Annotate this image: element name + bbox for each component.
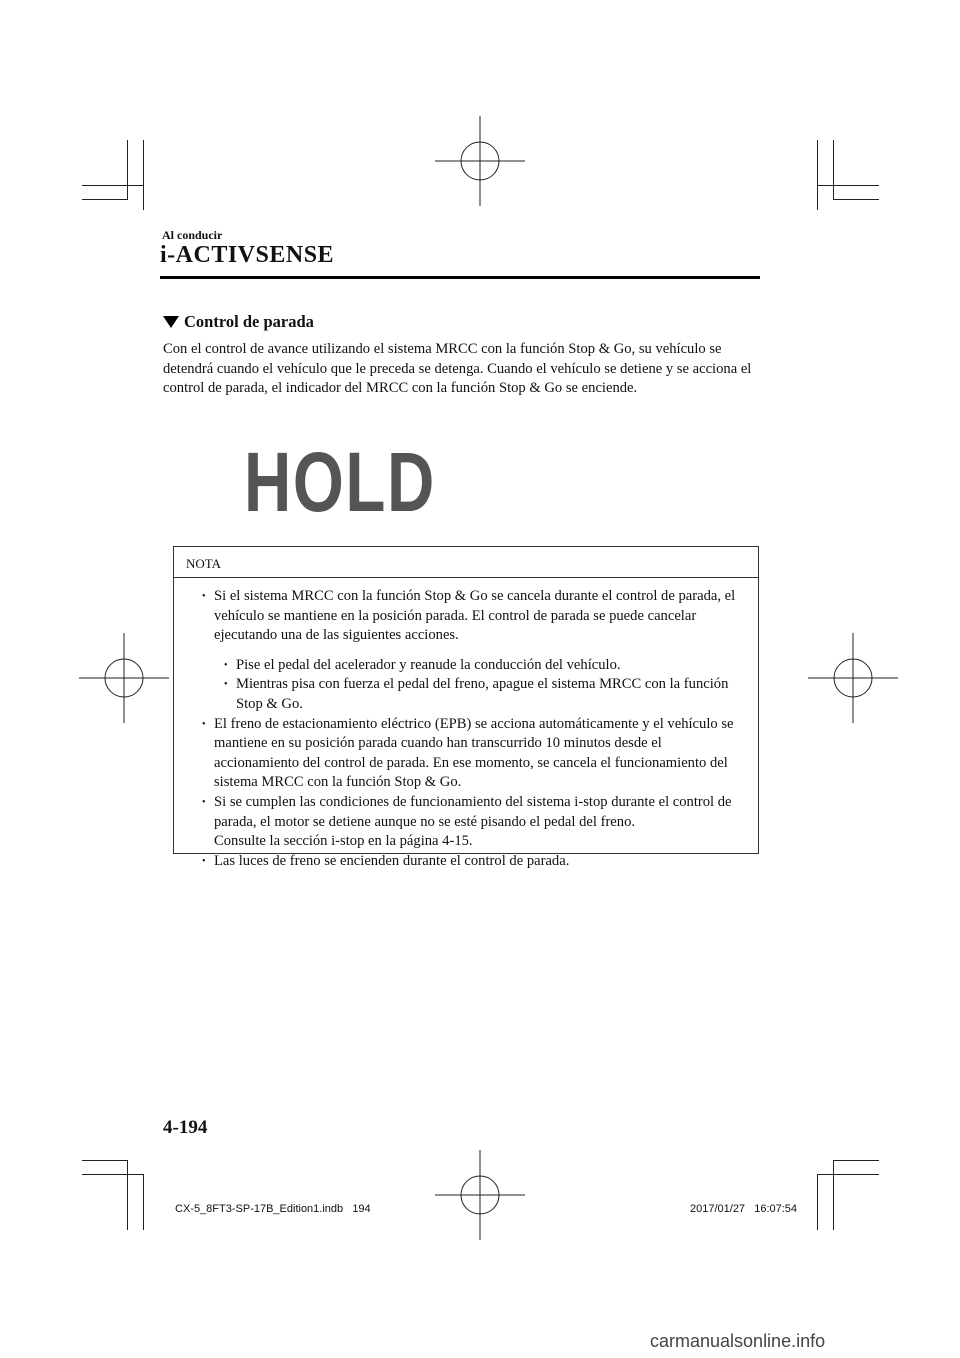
chapter-title: i-ACTIVSENSE [160, 242, 335, 268]
note-title: NOTA [186, 556, 222, 571]
title-rule [160, 276, 760, 279]
section-label: Al conducir [162, 228, 223, 242]
file-info: CX-5_8FT3-SP-17B_Edition1.indb 194 [175, 1203, 371, 1215]
note-item: • Si se cumplen las condiciones de funcionamiento del sistema i-stop durante el control de parada, el motor se detiene aunque no se esté pisando el pedal del freno. Consulte la sección i-stop en la página 4-15. [174, 793, 760, 852]
note-sub-item: • Mientras pisa con fuerza el pedal del freno, apague el sistema MRCC con la función Stop & Go. [196, 675, 746, 714]
note-header [174, 547, 758, 578]
body-paragraph: Con el control de avance utilizando el sistema MRCC con la función Stop & Go, su vehículo se detendrá cuando el vehículo que le preceda se detenga. Cuando el vehículo se detiene y se acciona el control de parada, el indicador del MRCC con la función Stop & Go se enciende. [163, 341, 752, 397]
registration-mark-right [808, 633, 898, 723]
note-list [174, 587, 760, 871]
watermark: carmanualsonline.info [650, 1331, 826, 1351]
subsection-heading [163, 312, 314, 332]
subsection-title: Control de parada [184, 312, 314, 331]
note-item: • Si el sistema MRCC con la función Stop & Go se cancela durante el control de parada, el vehículo se mantiene en la posición parada. El control de parada se puede cancelar ejecutando una de las siguientes acciones. • Pise el pedal del acelerador y reanude la conducción del vehículo. • Mientras pisa con fuerza el pedal del freno, apague el sistema MRCC con la función Stop & Go. [174, 587, 760, 715]
registration-mark-bottom [435, 1150, 525, 1240]
note-sub-list [214, 656, 746, 715]
note-sub-item: • Pise el pedal del acelerador y reanude la conducción del vehículo. [196, 656, 746, 676]
registration-mark-top [435, 116, 525, 206]
registration-mark-left [79, 633, 169, 723]
note-box [173, 546, 759, 869]
triangle-down-icon [163, 316, 179, 328]
note-reference: Consulte la sección i-stop en la página 4-15. [214, 833, 473, 850]
page-number: 4-194 [163, 1117, 208, 1138]
hold-indicator-icon: HOLD [244, 435, 436, 529]
note-item: • Las luces de freno se encienden durante el control de parada. [174, 852, 760, 872]
timestamp: 2017/01/27 16:07:54 [690, 1203, 798, 1215]
note-item: • El freno de estacionamiento eléctrico (EPB) se acciona automáticamente y el vehículo se mantiene en su posición parada cuando han transcurrido 10 minutos desde el accionamiento del control de parada. En ese momento, se cancela el funcionamiento del sistema MRCC con la función Stop & Go. [174, 715, 760, 793]
